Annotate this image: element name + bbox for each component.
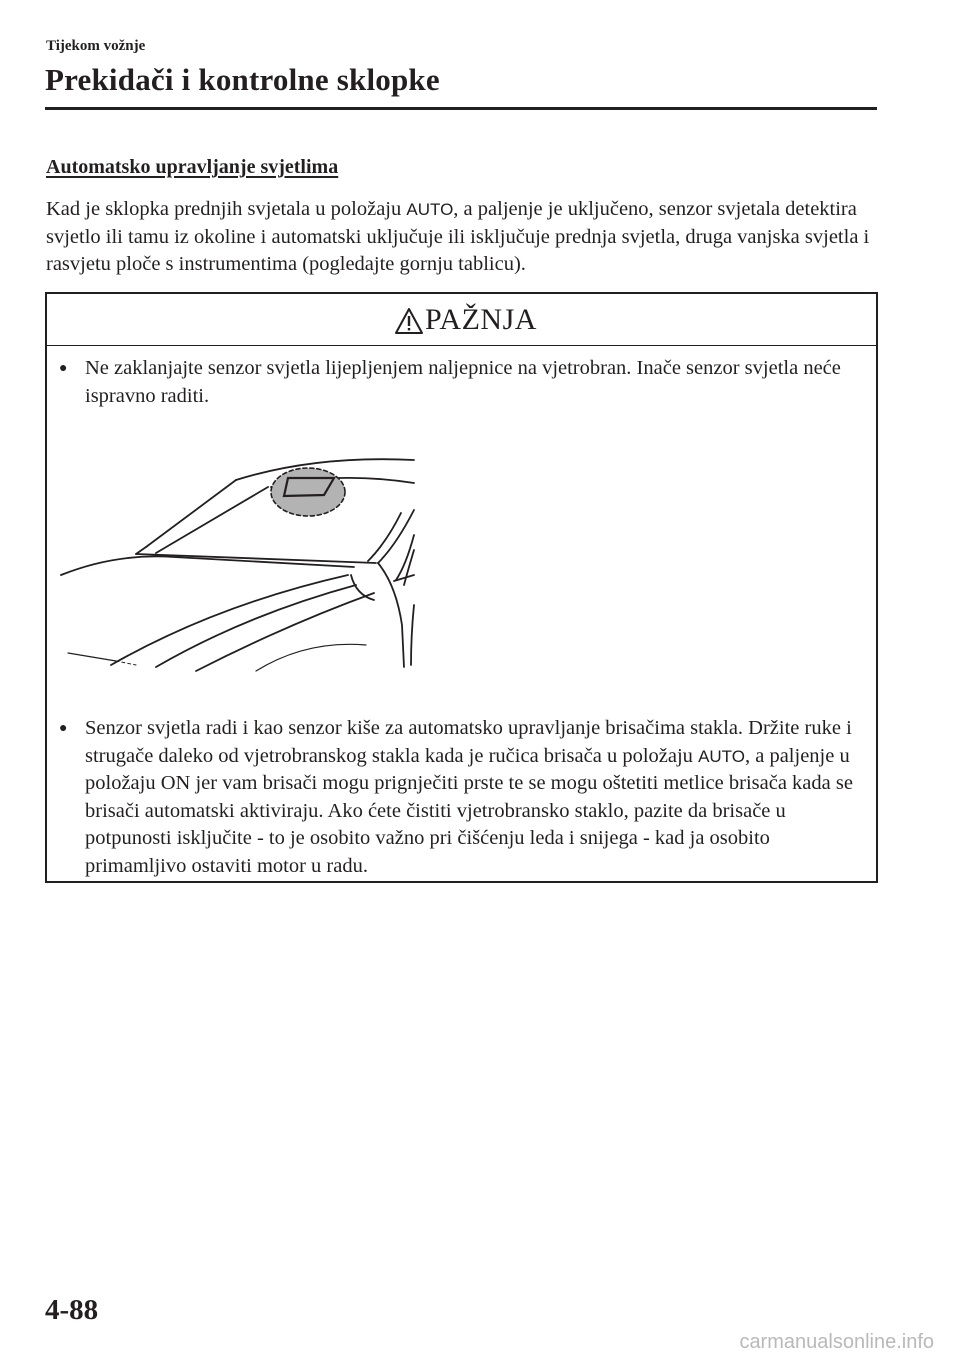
header-rule <box>45 107 877 110</box>
section-heading: Automatsko upravljanje svjetlima <box>46 156 339 178</box>
caution-bullet-2 <box>59 715 869 880</box>
auto-position-label: AUTO <box>698 746 745 766</box>
section-paragraph <box>46 196 876 279</box>
caution-bullet-1 <box>59 355 869 410</box>
bullet-2-text <box>85 715 869 880</box>
caution-header <box>47 294 876 346</box>
page-title: Prekidači i kontrolne sklopke <box>45 62 440 97</box>
caution-title: PAŽNJA <box>425 303 537 336</box>
paragraph-text-1: Kad je sklopka prednjih svjetala u položaju <box>46 198 407 220</box>
auto-position-label: AUTO <box>406 200 454 219</box>
bullet-2-text-2: , a paljenje u položaju ON jer vam brisači mogu prignječiti prste te se mogu oštetiti metlice brisača kada se brisači automatski aktiviraju. Ako ćete čistiti vjetrobransko staklo, pazite da brisače u potpunosti isključite - to je osobito važno pri čišćenju leda i snijega - kad ja osobito primamljivo ostaviti motor u radu. <box>85 744 853 877</box>
chapter-label: Tijekom vožnje <box>46 38 146 54</box>
windshield-light-sensor-illustration <box>56 435 422 675</box>
paragraph-text-2: , a paljenje je uključeno, senzor svjetala detektira svjetlo ili tamu iz okoline i automatski uključuje ili isključuje prednja svjetla, druga vanjska svjetla i rasvjetu ploče s instrumentima (pogledajte gornju tablicu). <box>46 198 870 275</box>
bullet-dot: ● <box>59 361 68 376</box>
watermark: carmanualsonline.info <box>739 1331 934 1353</box>
page-number: 4-88 <box>45 1294 99 1326</box>
bullet-2-text-1: Senzor svjetla radi i kao senzor kiše za automatsko upravljanje brisačima stakla. Držite ruke i strugače daleko od vjetrobranskog stakla kada je ručica brisača u položaju <box>85 717 852 767</box>
warning-triangle-icon <box>394 307 424 335</box>
bullet-1-text: Ne zaklanjajte senzor svjetla lijepljenjem naljepnice na vjetrobran. Inače senzor svjetla neće ispravno raditi. <box>85 357 841 407</box>
bullet-dot: ● <box>59 721 68 736</box>
